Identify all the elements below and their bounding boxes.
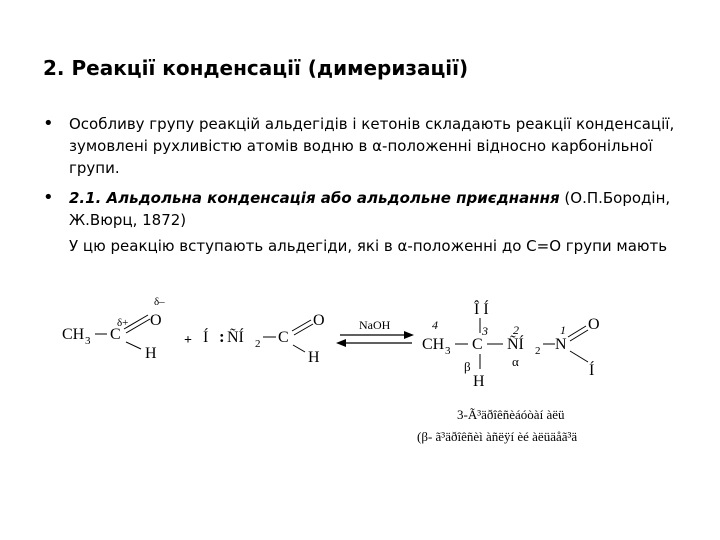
bond — [126, 342, 141, 349]
oxygen-label: O — [588, 316, 600, 333]
carbon-number: 2 — [513, 323, 519, 337]
colon-label: : — [219, 327, 225, 346]
paragraph: У цю реакцію вступають альдегіди, які в α-положенні до С=О групи мають — [69, 237, 668, 255]
carbon-label: C — [472, 336, 483, 353]
hydrogen-label: H — [145, 345, 157, 362]
double-bond — [294, 324, 313, 335]
carbon-label: N — [555, 336, 567, 353]
carbon-label: C — [278, 329, 289, 346]
plus-sign: + — [184, 333, 192, 348]
double-bond — [292, 320, 311, 331]
ch2-label: ÑÍ — [507, 336, 524, 353]
bullet-text: Особливу групу реакцій альдегідів і кетонів складають реакції конденсації, зумовлені рухливістю атомів водню в α-положенні відносно карбонільної групи. — [69, 115, 675, 177]
hydrogen-label: H — [473, 373, 485, 390]
hydroxyl-label: Î Í — [474, 301, 489, 318]
oxygen-label: O — [313, 312, 325, 329]
reaction-scheme — [0, 285, 720, 445]
ch3-label: CH — [62, 326, 85, 343]
double-bond — [568, 326, 586, 337]
oxygen-label: O — [150, 312, 162, 329]
hydrogen-label: Í — [589, 362, 595, 379]
forward-arrowhead-icon — [404, 331, 414, 339]
subscript: 2 — [535, 345, 541, 357]
bullet-dot-icon: • — [43, 187, 54, 208]
bond — [570, 351, 588, 362]
bond — [293, 345, 305, 352]
bullet-list — [43, 113, 693, 257]
subscript: 3 — [85, 335, 91, 347]
carbon-label: C — [110, 326, 121, 343]
bullet-item — [43, 187, 693, 231]
ch2-label: ÑÍ — [227, 329, 244, 346]
product-name: 3-Ã³äðîêñèáóòàí àëü — [457, 407, 565, 422]
bullet-dot-icon: • — [43, 113, 54, 134]
carbon-number: 1 — [560, 323, 566, 337]
slide-title: 2. Реакції конденсації (димеризації) — [43, 56, 469, 80]
bullet-item — [43, 113, 693, 179]
hydrogen-label: Í — [203, 329, 209, 346]
bullet-heading: 2.1. Альдольна конденсація або альдольне приєднання — [69, 189, 560, 207]
beta-label: β — [464, 359, 471, 374]
carbon-number: 4 — [432, 318, 438, 332]
alpha-label: α — [512, 354, 519, 369]
delta-minus-label: δ– — [154, 296, 165, 308]
subscript: 3 — [445, 345, 451, 357]
reverse-arrowhead-icon — [336, 339, 346, 347]
subscript: 2 — [255, 338, 261, 350]
delta-plus-label: δ+ — [117, 317, 129, 329]
carbon-number: 3 — [482, 324, 488, 338]
reagent-label: NaOH — [359, 318, 391, 332]
product-name-alt: (β- ã³äðîêñèì àñëÿí èé àëüäåã³ä — [417, 429, 578, 444]
hydrogen-label: H — [308, 349, 320, 366]
double-bond — [570, 330, 588, 341]
ch3-label: CH — [422, 336, 445, 353]
bullet-text: (О.П.Бородін, Ж.Вюрц, 1872) — [69, 189, 671, 229]
